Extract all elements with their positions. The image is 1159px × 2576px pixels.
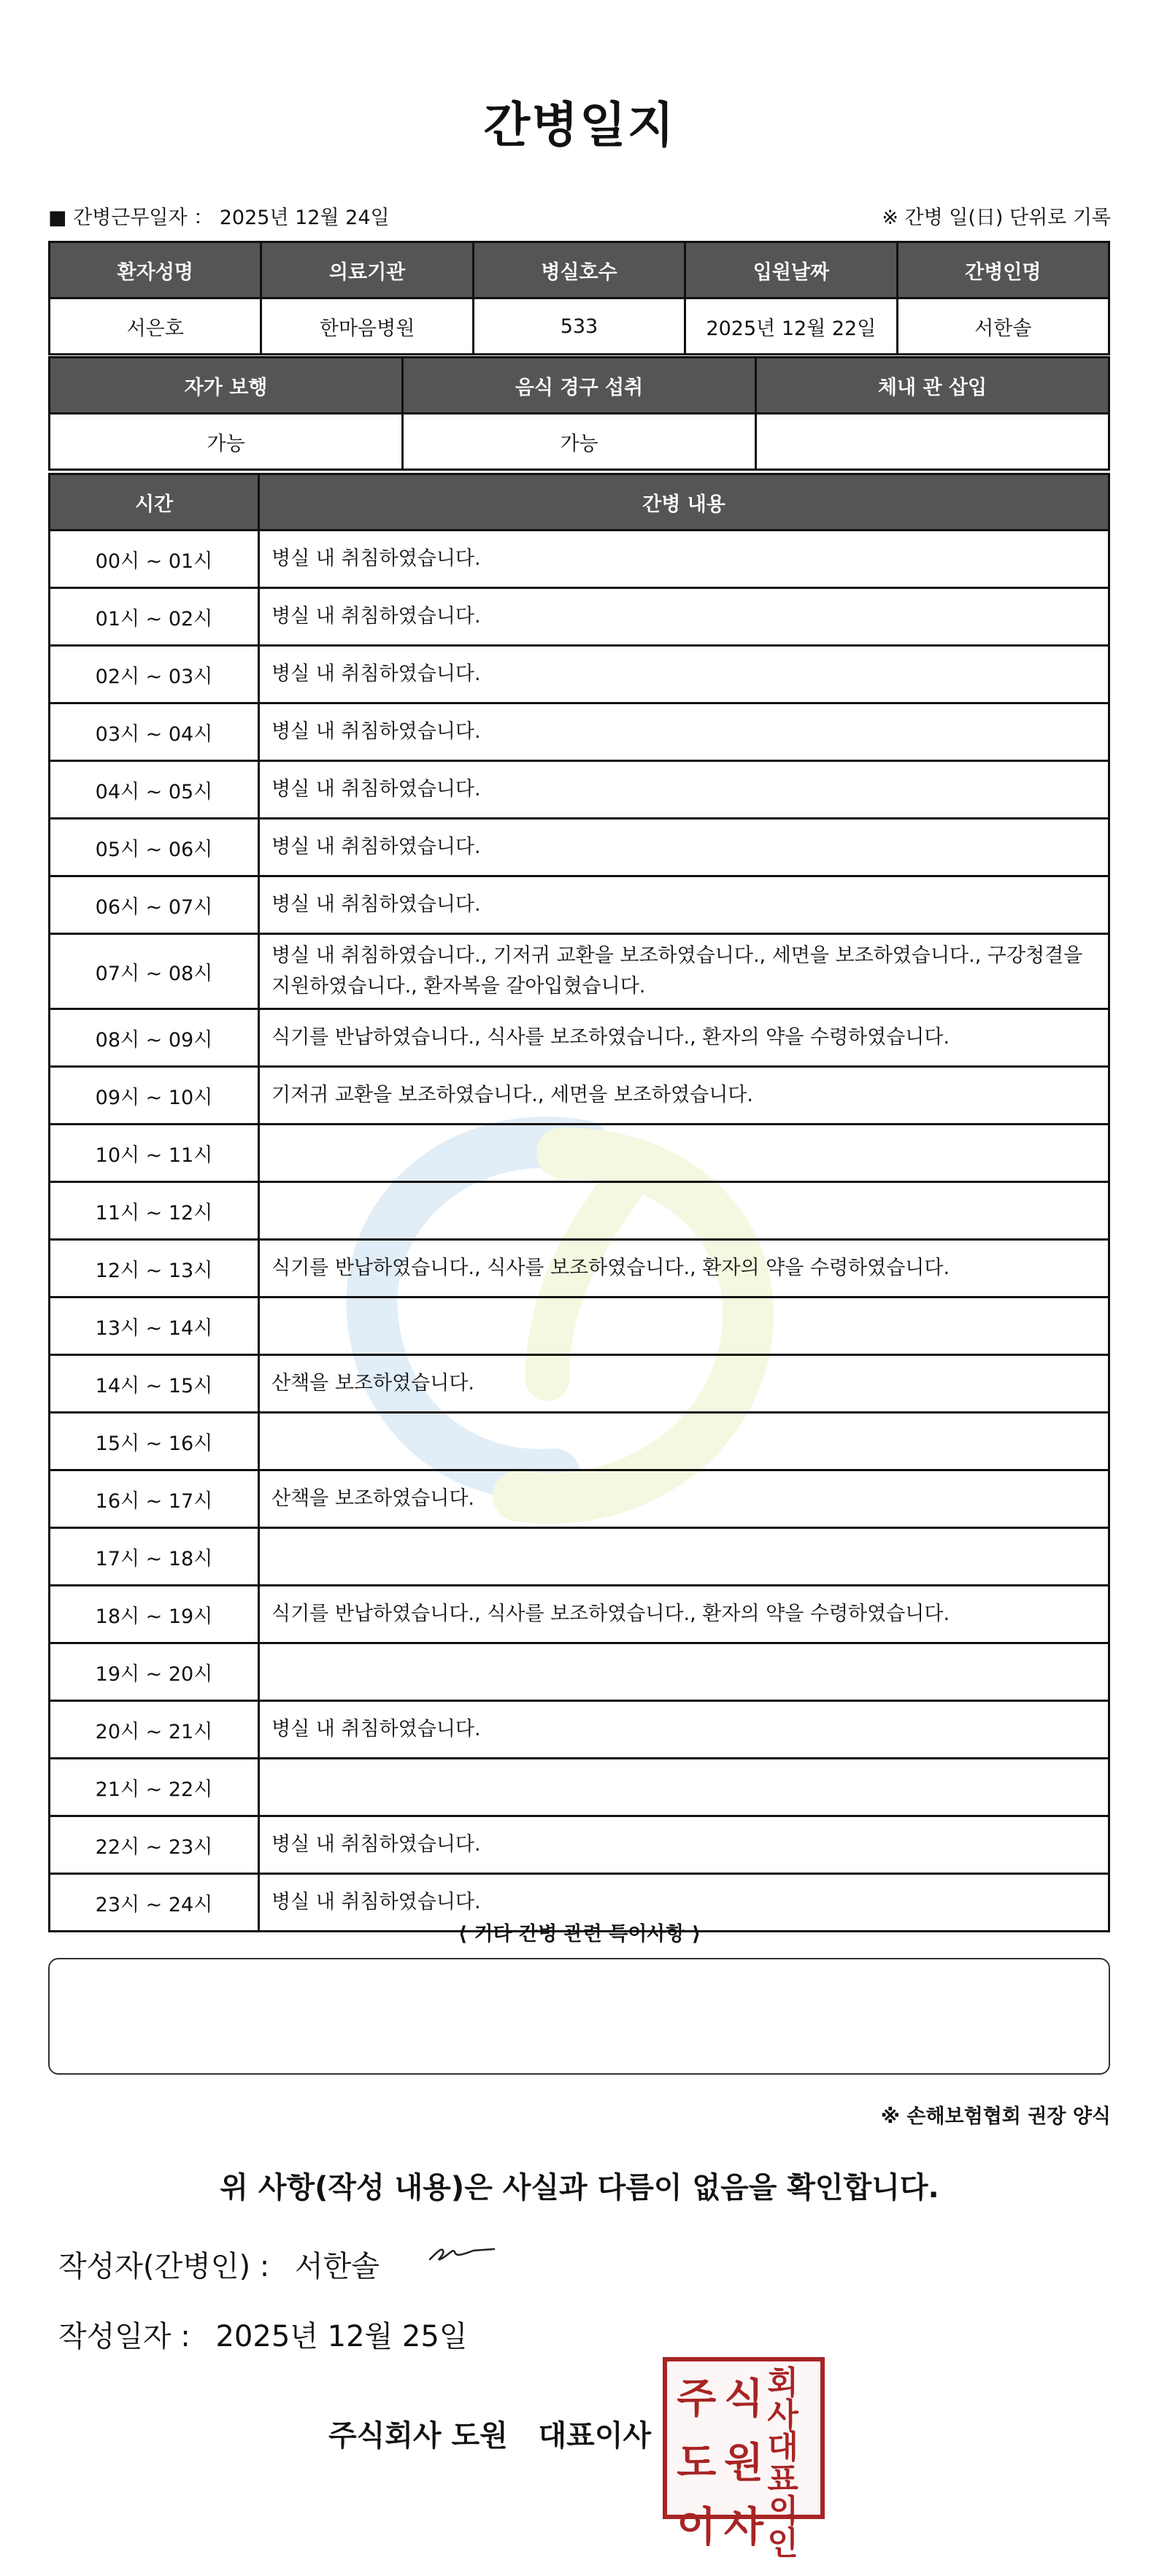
- table-row: [50, 1701, 1109, 1759]
- row-note: 식기를 반납하였습니다., 식사를 보조하였습니다., 환자의 약을 수령하였습니다.: [259, 1240, 1109, 1297]
- row-time: 00시 ~ 01시: [50, 531, 259, 588]
- row-note: 병실 내 취침하였습니다.: [259, 646, 1109, 703]
- header-time: 시간: [50, 474, 259, 531]
- table-row: [50, 819, 1109, 876]
- table-row: [50, 1759, 1109, 1816]
- header-room: 병실호수: [473, 242, 685, 298]
- row-time: 19시 ~ 20시: [50, 1643, 259, 1701]
- tube-insertion-value: [756, 414, 1109, 470]
- seal-char: 식: [723, 2375, 764, 2423]
- row-note: [259, 1528, 1109, 1586]
- row-note: [259, 1297, 1109, 1355]
- row-note: 식기를 반납하였습니다., 식사를 보조하였습니다., 환자의 약을 수령하였습니다.: [259, 1009, 1109, 1067]
- page-title: 간병일지: [483, 97, 676, 153]
- table-row: [50, 1067, 1109, 1125]
- row-time: 02시 ~ 03시: [50, 646, 259, 703]
- row-note: 산책을 보조하였습니다.: [259, 1355, 1109, 1413]
- table-row: [50, 1586, 1109, 1643]
- row-time: 23시 ~ 24시: [50, 1874, 259, 1932]
- seal-char: 도: [677, 2440, 717, 2487]
- row-time: 13시 ~ 14시: [50, 1297, 259, 1355]
- notes-box: [48, 1958, 1110, 2075]
- header-caregiver: 간병인명: [897, 242, 1109, 298]
- care-log-table: [48, 473, 1110, 1932]
- seal-char: 대표: [767, 2429, 798, 2498]
- date-value: 2025년 12월 25일: [215, 2320, 468, 2353]
- row-note: 병실 내 취침하였습니다.: [259, 1874, 1109, 1932]
- patient-info-table: [48, 241, 1110, 355]
- row-time: 15시 ~ 16시: [50, 1413, 259, 1470]
- row-time: 09시 ~ 10시: [50, 1067, 259, 1125]
- seal-char: 원: [723, 2440, 764, 2487]
- seal-char: 회사: [767, 2364, 798, 2434]
- row-note: 식기를 반납하였습니다., 식사를 보조하였습니다., 환자의 약을 수령하였습니다.: [259, 1586, 1109, 1643]
- row-time: 03시 ~ 04시: [50, 703, 259, 761]
- table-row: [50, 588, 1109, 646]
- header-self-walking: 자가 보행: [50, 358, 403, 414]
- oral-intake-value: 가능: [403, 414, 756, 470]
- row-time: 21시 ~ 22시: [50, 1759, 259, 1816]
- signature: [427, 2233, 507, 2277]
- seal-char: 이: [677, 2504, 717, 2551]
- recommend-note: ※ 손해보험협회 권장 양식: [880, 2105, 1111, 2128]
- seal-char: 사: [723, 2504, 764, 2551]
- header-hospital: 의료기관: [261, 242, 473, 298]
- row-note: 병실 내 취침하였습니다.: [259, 819, 1109, 876]
- seal-char: 주: [677, 2375, 717, 2423]
- row-time: 08시 ~ 09시: [50, 1009, 259, 1067]
- table-row: [50, 531, 1109, 588]
- header-tube-insertion: 체내 관 삽입: [756, 358, 1109, 414]
- row-note: [259, 1759, 1109, 1816]
- writer-row: [58, 2243, 380, 2285]
- table-row: [50, 703, 1109, 761]
- table-row: [50, 1643, 1109, 1701]
- row-time: 16시 ~ 17시: [50, 1470, 259, 1528]
- row-time: 18시 ~ 19시: [50, 1586, 259, 1643]
- row-time: 06시 ~ 07시: [50, 876, 259, 934]
- writer-label: 작성자(간병인) :: [58, 2250, 270, 2283]
- table-row: [50, 1009, 1109, 1067]
- company-seal: [663, 2357, 825, 2562]
- table-row: [50, 761, 1109, 819]
- row-time: 07시 ~ 08시: [50, 934, 259, 1009]
- header-care-content: 간병 내용: [259, 474, 1109, 531]
- row-time: 04시 ~ 05시: [50, 761, 259, 819]
- row-time: 14시 ~ 15시: [50, 1355, 259, 1413]
- row-time: 17시 ~ 18시: [50, 1528, 259, 1586]
- row-time: 11시 ~ 12시: [50, 1182, 259, 1240]
- seal-char: 의인: [767, 2493, 798, 2562]
- confirm-statement: 위 사항(작성 내용)은 사실과 다름이 없음을 확인합니다.: [220, 2171, 939, 2205]
- table-row: [50, 1297, 1109, 1355]
- row-note: 병실 내 취침하였습니다.: [259, 876, 1109, 934]
- row-note: 병실 내 취침하였습니다.: [259, 761, 1109, 819]
- admission-date: 2025년 12월 22일: [685, 298, 897, 355]
- table-row: [50, 1125, 1109, 1182]
- row-note: 병실 내 취침하였습니다.: [259, 531, 1109, 588]
- caregiver-name: 서한솔: [897, 298, 1109, 355]
- row-time: 12시 ~ 13시: [50, 1240, 259, 1297]
- row-note: 병실 내 취침하였습니다.: [259, 703, 1109, 761]
- row-note: 병실 내 취침하였습니다.: [259, 1701, 1109, 1759]
- row-time: 22시 ~ 23시: [50, 1816, 259, 1874]
- table-row: [50, 876, 1109, 934]
- table-row: [50, 1470, 1109, 1528]
- row-note: 병실 내 취침하였습니다.: [259, 1816, 1109, 1874]
- row-time: 05시 ~ 06시: [50, 819, 259, 876]
- header-patient-name: 환자성명: [50, 242, 261, 298]
- row-note: 산책을 보조하였습니다.: [259, 1470, 1109, 1528]
- table-row: [50, 1240, 1109, 1297]
- row-note: [259, 1643, 1109, 1701]
- table-row: [50, 1816, 1109, 1874]
- status-table: [48, 356, 1110, 471]
- table-row: [50, 1413, 1109, 1470]
- row-note: 기저귀 교환을 보조하였습니다., 세면을 보조하였습니다.: [259, 1067, 1109, 1125]
- row-note: 병실 내 취침하였습니다.: [259, 588, 1109, 646]
- company-name: 주식회사 도원 대표이사: [328, 2419, 652, 2453]
- header-admission-date: 입원날짜: [685, 242, 897, 298]
- table-row: [50, 934, 1109, 1009]
- row-time: 20시 ~ 21시: [50, 1701, 259, 1759]
- notes-section-title: ⟨ 기타 간병 관련 특이사항 ⟩: [458, 1923, 701, 1946]
- row-note: 병실 내 취침하였습니다., 기저귀 교환을 보조하였습니다., 세면을 보조하였습니다., 구강청결을 지원하였습니다., 환자복을 갈아입혔습니다.: [259, 934, 1109, 1009]
- table-row: [50, 1528, 1109, 1586]
- date-label: 작성일자 :: [58, 2320, 190, 2353]
- row-note: [259, 1125, 1109, 1182]
- unit-note: ※ 간병 일(日) 단위로 기록: [882, 207, 1111, 229]
- row-note: [259, 1413, 1109, 1470]
- row-time: 01시 ~ 02시: [50, 588, 259, 646]
- row-note: [259, 1182, 1109, 1240]
- work-date: ■ 간병근무일자 ： 2025년 12월 24일: [48, 207, 390, 229]
- room-number: 533: [473, 298, 685, 355]
- date-row: [58, 2313, 467, 2355]
- table-row: [50, 646, 1109, 703]
- writer-name: 서한솔: [294, 2250, 380, 2283]
- patient-name: 서은호: [50, 298, 261, 355]
- table-row: [50, 1182, 1109, 1240]
- table-row: [50, 1355, 1109, 1413]
- row-time: 10시 ~ 11시: [50, 1125, 259, 1182]
- header-oral-intake: 음식 경구 섭취: [403, 358, 756, 414]
- self-walking-value: 가능: [50, 414, 403, 470]
- hospital-name: 한마음병원: [261, 298, 473, 355]
